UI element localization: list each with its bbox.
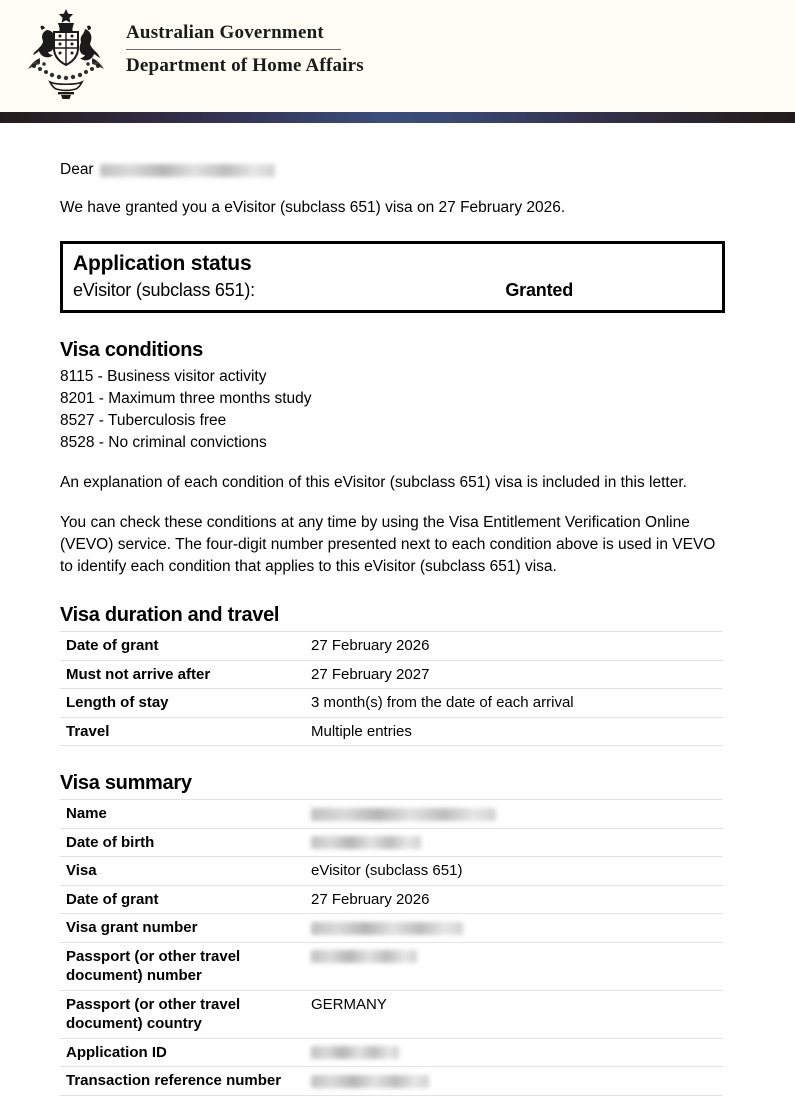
visa-summary-heading: Visa summary (60, 772, 192, 795)
list-item: 8201 - Maximum three months study (60, 390, 312, 408)
row-value (311, 800, 723, 829)
application-id-value-redacted (311, 1046, 399, 1059)
row-value: 27 February 2026 (311, 890, 430, 908)
application-status-label: eVisitor (subclass 651): (73, 280, 255, 301)
visa-summary-table-block (60, 799, 735, 1096)
row-value (311, 1067, 723, 1096)
table-row (60, 857, 723, 886)
visa-duration-heading: Visa duration and travel (60, 604, 280, 627)
table-row (60, 914, 723, 943)
department-name-text: Department of Home Affairs (126, 55, 364, 76)
row-label: Must not arrive after (66, 665, 211, 683)
application-status-row (73, 280, 712, 301)
visa-conditions-list (60, 366, 735, 454)
salutation-prefix: Dear (60, 161, 94, 178)
grant-intro-sentence: We have granted you a eVisitor (subclass 651) visa on 27 February 2026. (60, 199, 566, 216)
table-row (60, 632, 723, 661)
australian-government-text: Australian Government (126, 22, 324, 43)
status-badge: Granted (505, 280, 573, 301)
government-wordmark (126, 22, 364, 77)
row-label: Date of birth (66, 833, 155, 851)
table-row (60, 942, 723, 990)
row-label: Date of grant (66, 637, 159, 655)
row-label: Travel (66, 722, 110, 740)
row-value (311, 1038, 723, 1067)
application-status-title: Application status (73, 252, 252, 275)
row-label: Visa (66, 862, 97, 880)
conditions-explanation-text: An explanation of each condition of this eVisitor (subclass 651) visa is included in this letter. (60, 474, 687, 492)
row-value: eVisitor (subclass 651) (311, 862, 463, 880)
row-label: Passport (or other travel document) number (66, 947, 241, 985)
transaction-reference-value-redacted (311, 1075, 429, 1088)
visa-conditions-heading: Visa conditions (60, 339, 203, 362)
letter-body (0, 161, 795, 1096)
row-value: GERMANY (311, 995, 387, 1013)
passport-number-value-redacted (311, 950, 417, 963)
vevo-paragraph: You can check these conditions at any time by using the Visa Entitlement Verification Online (VEVO) service. The four-digit number presented next to each condition above is used in VEVO to identify each condition that applies to this eVisitor (subclass 651) visa. (60, 514, 716, 576)
table-row (60, 800, 723, 829)
row-value: 27 February 2027 (311, 665, 430, 683)
row-label: Passport (or other travel document) country (66, 995, 241, 1033)
header-gradient-bar (0, 112, 795, 123)
table-row (60, 1067, 723, 1096)
row-label: Name (66, 805, 107, 823)
name-value-redacted (311, 808, 496, 821)
row-value (311, 942, 723, 990)
table-row (60, 660, 723, 689)
row-label: Transaction reference number (66, 1072, 282, 1090)
table-row (60, 689, 723, 718)
australian-coat-of-arms-icon (14, 6, 118, 102)
table-row (60, 990, 723, 1038)
table-row (60, 828, 723, 857)
row-label: Visa grant number (66, 919, 198, 937)
table-row (60, 885, 723, 914)
visa-duration-table (60, 631, 723, 746)
row-label: Date of grant (66, 890, 159, 908)
row-label: Length of stay (66, 694, 169, 712)
row-value: Multiple entries (311, 722, 412, 740)
application-status-box (60, 241, 725, 313)
row-value: 3 month(s) from the date of each arrival (311, 694, 574, 712)
row-value: 27 February 2026 (311, 637, 430, 655)
list-item: 8528 - No criminal convictions (60, 434, 267, 452)
table-row (60, 717, 723, 746)
list-item: 8527 - Tuberculosis free (60, 412, 227, 430)
list-item: 8115 - Business visitor activity (60, 368, 267, 386)
wordmark-divider (126, 49, 341, 50)
salutation (60, 161, 735, 179)
visa-summary-table (60, 799, 723, 1096)
visa-duration-table-block (60, 631, 735, 746)
row-label: Application ID (66, 1043, 167, 1061)
recipient-name-redacted (100, 164, 275, 177)
letterhead (0, 0, 795, 112)
row-value (311, 828, 723, 857)
date-of-birth-value-redacted (311, 836, 421, 849)
visa-grant-number-value-redacted (311, 922, 463, 935)
table-row (60, 1038, 723, 1067)
row-value (311, 914, 723, 943)
